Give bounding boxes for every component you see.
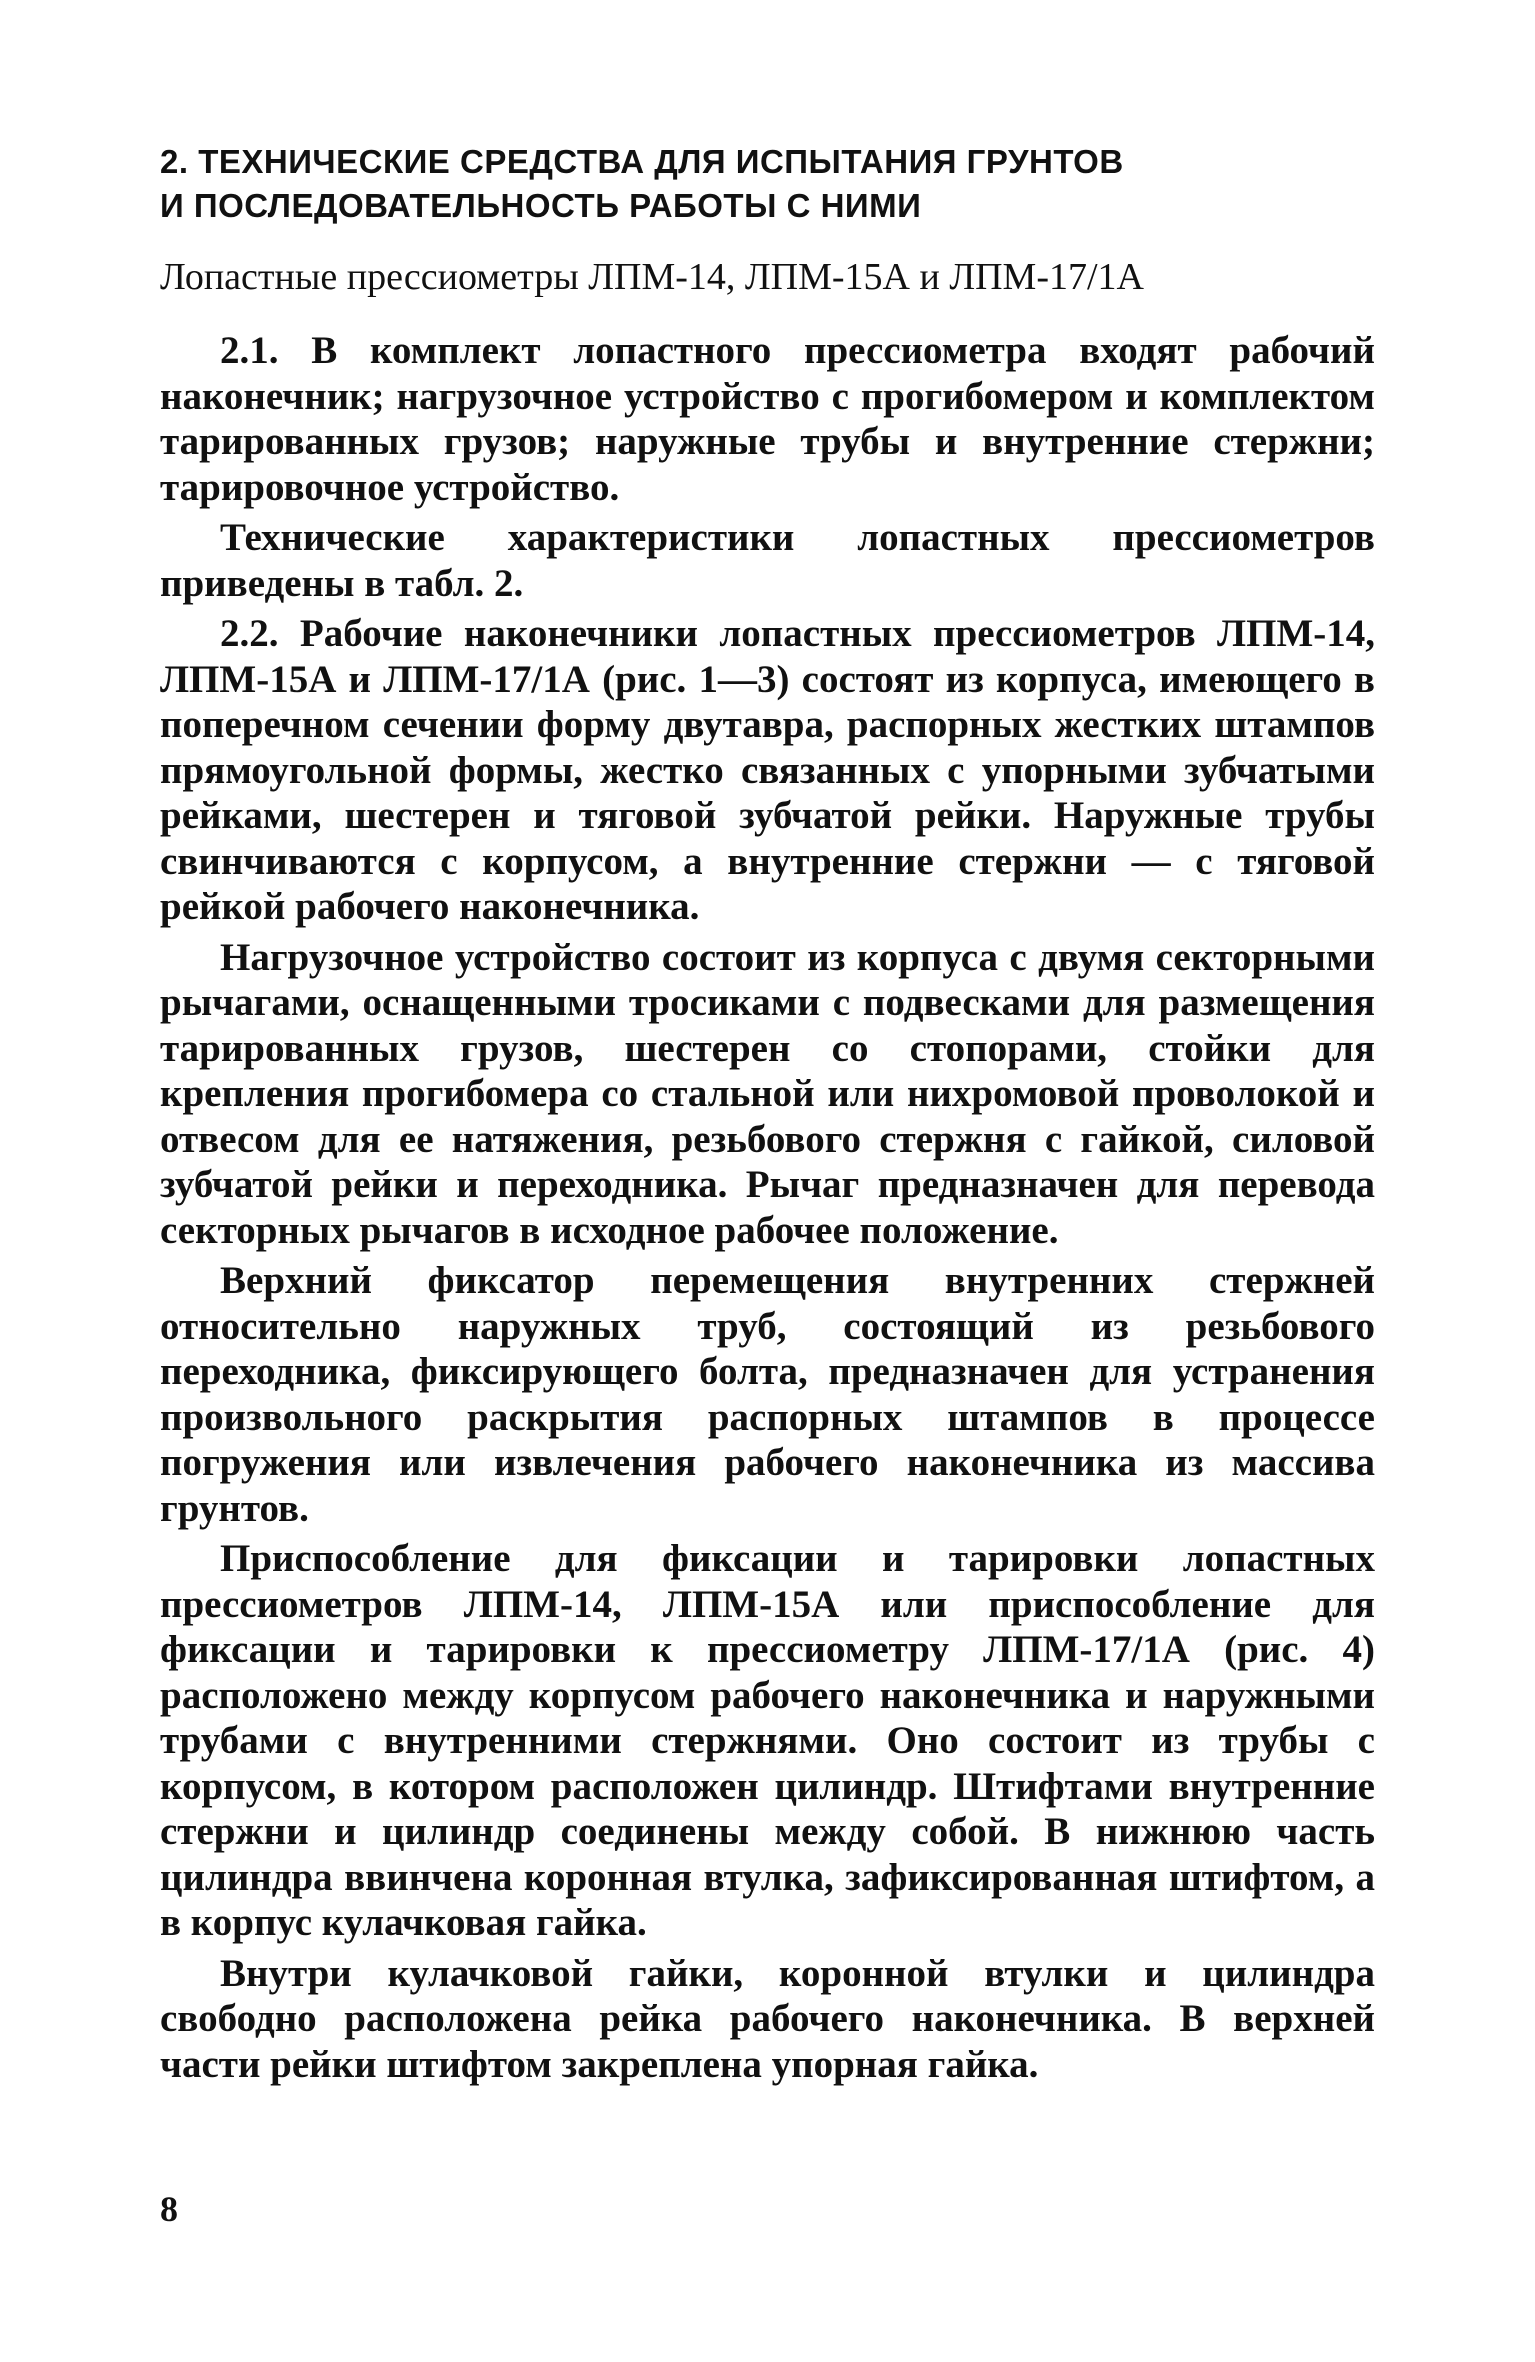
body-text <box>160 328 1375 2087</box>
document-page <box>160 140 1375 2092</box>
paragraph-load-device: Нагрузочное устройство состоит из корпуса с двумя секторными рычагами, оснащенными тросиками с подвесками для размещения тарированных грузов, шестерен со стопорами, стойки для крепления прогибомера со стальной или нихромовой проволокой и отвесом для ее натяжения, резьбового стержня с гайкой, силовой зубчатой рейки и переходника. Рычаг предназначен для перевода секторных рычагов в исходное рабочее положение. <box>160 935 1375 1252</box>
paragraph-2-2: 2.2. Рабочие наконечники лопастных прессиометров ЛПМ-14, ЛПМ-15А и ЛПМ-17/1А (рис. 1—3) состоят из корпуса, имеющего в поперечном сечении форму двутавра, распорных жестких штампов прямоугольной формы, жестко связанных с упорными зубчатыми рейками, шестерен и тяговой зубчатой рейки. Наружные трубы свинчиваются с корпусом, а внутренние стержни — с тяговой рейкой рабочего наконечника. <box>160 612 1375 928</box>
section-heading-line-2: И ПОСЛЕДОВАТЕЛЬНОСТЬ РАБОТЫ С НИМИ <box>160 187 922 224</box>
section-heading-line-1: 2. ТЕХНИЧЕСКИЕ СРЕДСТВА ДЛЯ ИСПЫТАНИЯ ГРУНТОВ <box>160 143 1124 180</box>
paragraph-calibration-device: Приспособление для фиксации и тарировки лопастных прессиометров ЛПМ-14, ЛПМ-15А или приспособление для фиксации и тарировки к прессиометру ЛПМ-17/1А (рис. 4) расположено между корпусом рабочего наконечника и наружными трубами с внутренними стержнями. Оно состоит из трубы с корпусом, в котором расположен цилиндр. Штифтами внутренние стержни и цилиндр соединены между собой. В нижнюю часть цилиндра ввинчена коронная втулка, зафиксированная штифтом, а в корпус кулачковая гайка. <box>160 1537 1375 1944</box>
paragraph-2-1: 2.1. В комплект лопастного прессиометра входят рабочий наконечник; нагрузочное устройство с прогибомером и комплектом тарированных грузов; наружные трубы и внутренние стержни; тарировочное устройство. <box>160 329 1375 509</box>
paragraph-tech-specs: Технические характеристики лопастных прессиометров приведены в табл. 2. <box>160 516 1375 605</box>
paragraph-cam-nut: Внутри кулачковой гайки, коронной втулки и цилиндра свободно расположена рейка рабочего наконечника. В верхней части рейки штифтом закреплена упорная гайка. <box>160 1951 1375 2086</box>
paragraph-upper-fixator: Верхний фиксатор перемещения внутренних стержней относительно наружных труб, состоящий из резьбового переходника, фиксирующего болта, предназначен для устранения произвольного раскрытия распорных штампов в процессе погружения или извлечения рабочего наконечника из массива грунтов. <box>160 1259 1375 1530</box>
page-number: 8 <box>160 2189 178 2229</box>
subsection-title: Лопастные прессиометры ЛПМ-14, ЛПМ-15А и ЛПМ-17/1А <box>160 256 1144 298</box>
section-heading <box>160 140 1375 228</box>
